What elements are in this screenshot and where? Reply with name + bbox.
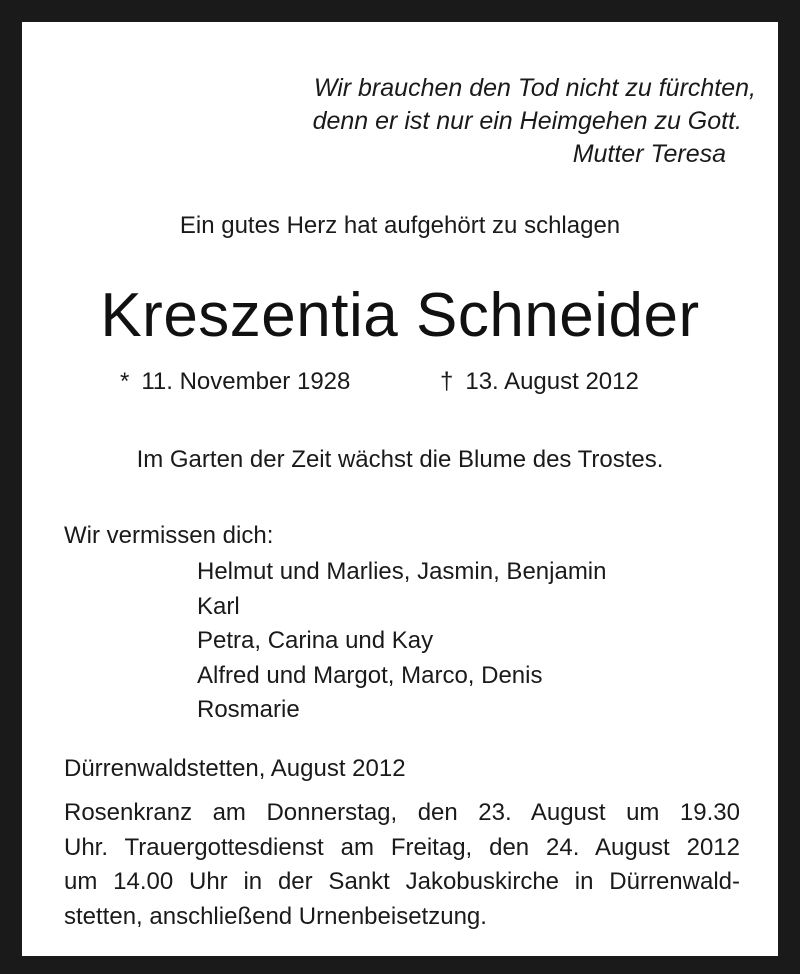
- quote-line-1: Wir brauchen den Tod nicht zu fürchten,: [313, 74, 756, 102]
- service-details: [64, 796, 740, 934]
- birth-date-group: [120, 368, 350, 396]
- mourner-line: Helmut und Marlies, Jasmin, Benjamin: [197, 558, 607, 585]
- obituary-notice: [22, 22, 778, 956]
- birth-date: 11. November 1928: [141, 368, 351, 395]
- deceased-name: Kreszentia Schneider: [100, 281, 700, 350]
- consolation-motto: Im Garten der Zeit wächst die Blume des Trostes.: [136, 446, 664, 473]
- mourner-line: Karl: [197, 592, 240, 620]
- epigraph-quote: [313, 72, 756, 171]
- place-and-date: Dürrenwaldstetten, August 2012: [64, 755, 406, 782]
- mourner-line: Alfred und Margot, Marco, Denis: [197, 661, 543, 689]
- service-line-1: Rosenkranz am Donnerstag, den 23. August um 19.30: [64, 799, 740, 826]
- intro-text: Ein gutes Herz hat aufgehört zu schlagen: [179, 212, 621, 239]
- death-date: 13. August 2012: [465, 368, 639, 395]
- mourners-label: Wir vermissen dich:: [64, 522, 274, 549]
- service-line-3: um 14.00 Uhr in der Sankt Jakobuskirche in Dürrenwald-: [64, 868, 740, 895]
- service-line-4: stetten, anschließend Urnenbeisetzung.: [64, 902, 487, 930]
- mourner-line: Petra, Carina und Kay: [197, 627, 434, 654]
- quote-line-2: denn er ist nur ein Heimgehen zu Gott.: [312, 107, 742, 135]
- death-date-group: [440, 368, 639, 396]
- mourner-line: Rosmarie: [197, 696, 300, 723]
- quote-author: Mutter Teresa: [572, 140, 726, 168]
- mourners-list: [197, 555, 607, 728]
- death-cross-icon: †: [440, 368, 454, 395]
- birth-star-icon: *: [120, 368, 130, 395]
- service-line-2: Uhr. Trauergottesdienst am Freitag, den 24. August 2012: [64, 833, 740, 861]
